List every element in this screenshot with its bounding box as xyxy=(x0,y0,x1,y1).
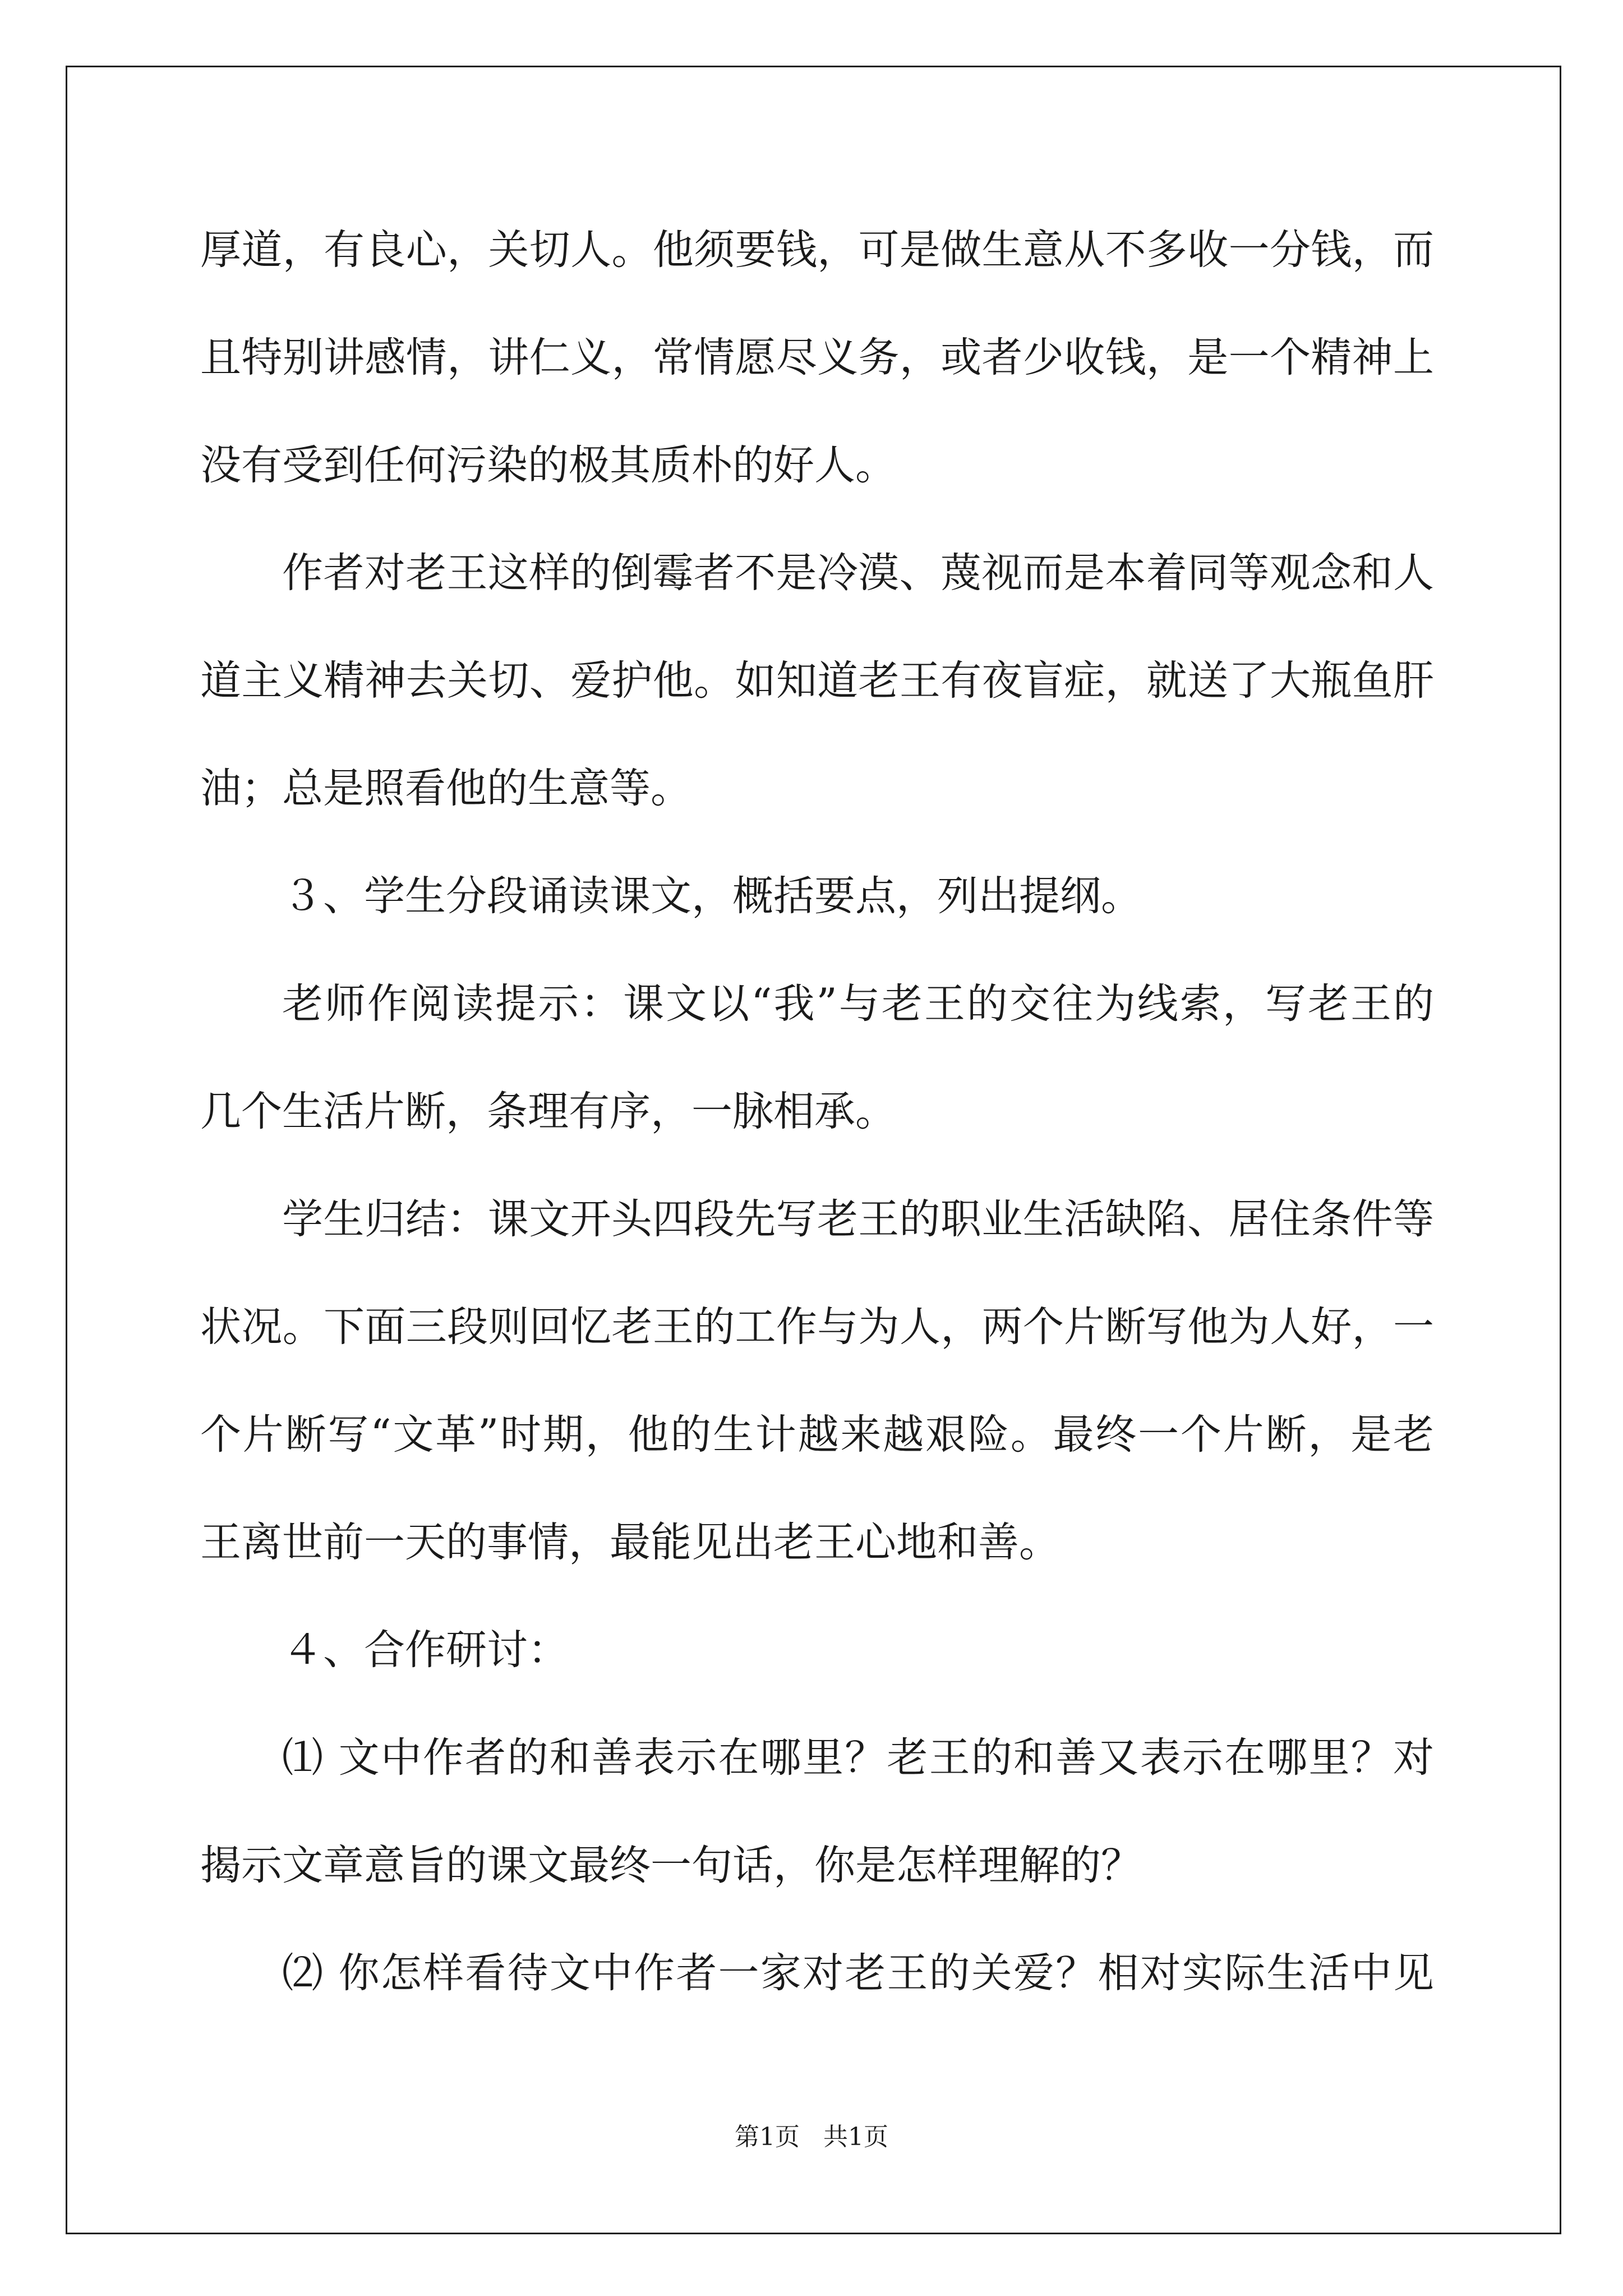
text-line: 没有受到任何污染的极其质朴的好人。 xyxy=(200,441,896,489)
paragraph-first-line: 老师作阅读提示：课文以“我”与老王的交往为线索，写老王的 xyxy=(282,980,1434,1028)
paragraph-first-line: ⑵ 你怎样看待文中作者一家对老王的关爱？相对实际生活中见 xyxy=(282,1949,1434,1997)
text-line: 油；总是照看他的生意等。 xyxy=(200,765,691,812)
paragraph-first-line: ４、合作研讨： xyxy=(282,1626,569,1674)
paragraph-first-line: ⑴ 文中作者的和善表示在哪里？老王的和善又表示在哪里？对 xyxy=(282,1734,1434,1782)
text-line: 几个生活片断，条理有序，一脉相承。 xyxy=(200,1088,896,1135)
paragraph-first-line: 学生归结：课文开头四段先写老王的职业生活缺陷、居住条件等 xyxy=(282,1195,1434,1243)
paragraph-first-line: ３、学生分段诵读课文，概括要点，列出提纲。 xyxy=(282,872,1142,920)
text-line: 且特别讲感情，讲仁义，常情愿尽义务，或者少收钱，是一个精神上 xyxy=(200,334,1434,381)
text-line: 王离世前一天的事情，最能见出老王心地和善。 xyxy=(200,1519,1060,1566)
text-line: 状况。下面三段则回忆老王的工作与为人，两个片断写他为人好，一 xyxy=(200,1303,1434,1351)
text-line: 揭示文章意旨的课文最终一句话，你是怎样理解的？ xyxy=(200,1842,1142,1889)
text-line: 厚道，有良心，关切人。他须要钱，可是做生意从不多收一分钱，而 xyxy=(200,226,1434,274)
page-border xyxy=(66,66,1561,2234)
text-line: 道主义精神去关切、爱护他。如知道老王有夜盲症，就送了大瓶鱼肝 xyxy=(200,657,1434,705)
page-number: 第1页 共1页 xyxy=(735,2123,888,2151)
text-line: 个片断写“文革”时期，他的生计越来越艰险。最终一个片断，是老 xyxy=(200,1411,1434,1458)
paragraph-first-line: 作者对老王这样的倒霉者不是冷漠、蔑视而是本着同等观念和人 xyxy=(282,549,1434,597)
